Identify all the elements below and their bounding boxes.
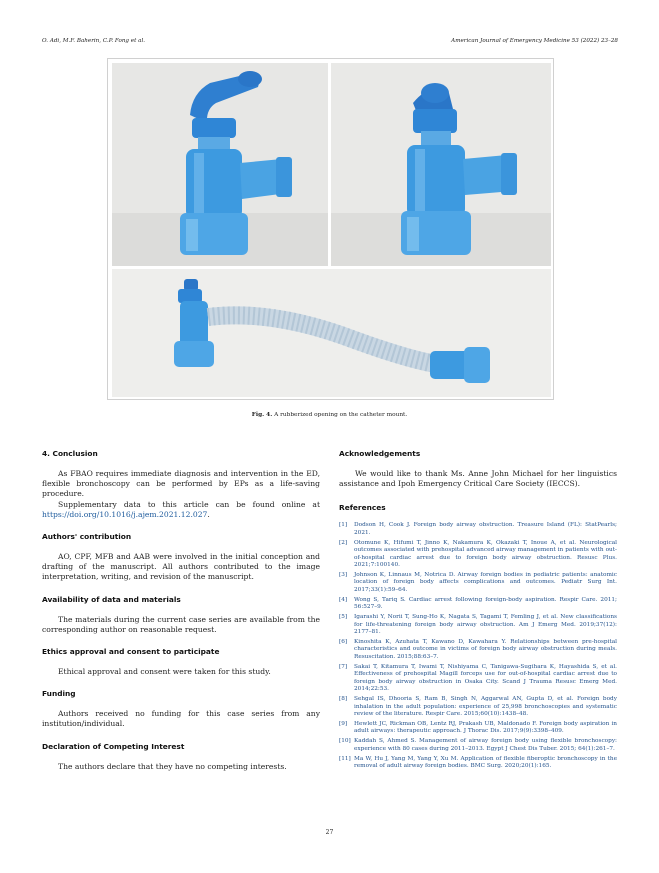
reference-item[interactable]: [11] Ma W, Hu J, Yang M, Yang Y, Xu M. Application of flexible fiberoptic bronchoscopy in the removal of adult airway foreign bodies. BMC Surg. 2020;20(1):165. <box>339 755 617 770</box>
running-header-journal: American Journal of Emergency Medicine 53 (2022) 23–28 <box>451 38 618 44</box>
reference-item[interactable]: [6] Kinoshita K, Azuhata T, Kawano D, Kawahara Y. Relationships between pre-hospital characteristics and outcome in victims of foreign body airway obstruction during meals. Resuscitation. 2015;88:63–7. <box>339 639 617 660</box>
funding-paragraph: Authors received no funding for this case series from any institution/individual. <box>42 709 320 729</box>
competing-interest-paragraph: The authors declare that they have no competing interests. <box>58 761 287 771</box>
reference-item[interactable]: [4] Wong S, Tariq S. Cardiac arrest following foreign-body aspiration. Respir Care. 2011; 56:527–9. <box>339 596 617 611</box>
running-header-authors: O. Adi, M.F. Baherin, C.P. Fong et al. <box>42 38 146 44</box>
left-column <box>42 449 320 772</box>
page-number: 27 <box>325 829 334 836</box>
conclusion-heading: 4. Conclusion <box>42 449 98 458</box>
contribution-heading: Authors' contribution <box>42 532 132 542</box>
reference-item[interactable]: [8] Sehgal IS, Dhooria S, Ram B, Singh N, Aggarwal AN, Gupta D, et al. Foreign body inhalation in the adult population: experience of 25,998 bronchoscopies and systematic review of the literature. Respir Care. 2015;60(10):1438–48. <box>339 696 617 717</box>
figure-label: Fig. 4. <box>251 412 273 418</box>
acknowledgements-paragraph: We would like to thank Ms. Anne John Michael for her linguistics assistance and Ipoh Emergency Critical Care Society (IECCS). <box>339 469 617 489</box>
availability-heading: Availability of data and materials <box>42 594 181 604</box>
reference-item[interactable]: [2] Otomune K, Hifumi T, Jinno K, Nakamura K, Okazaki T, Inoue A, et al. Neurological outcomes associated with prehospital advanced airway management in patients with out-of-hospital cardiac arrest due to foreign body airway obstruction. Resusc Plus. 2021;7:100140. <box>339 539 617 569</box>
competing-interest-heading: Declaration of Competing Interest <box>42 741 185 751</box>
doi-link[interactable]: https://doi.org/10.1016/j.ajem.2021.12.027 <box>42 509 208 519</box>
reference-item[interactable]: [3] Johnson K, Linnaus M, Notrica D. Airway foreign bodies in pediatric patients: anatomic location of foreign body affects complications and outcomes. Pediatr Surg Int. 2017;33(1):59–64. <box>339 572 617 593</box>
references-heading: References <box>339 503 386 513</box>
figure-caption <box>0 412 659 418</box>
conclusion-paragraph: As FBAO requires immediate diagnosis and intervention in the ED, flexible bronchoscopy can be performed by EPs as a life-saving procedure. <box>42 469 320 499</box>
supplementary-end: . <box>207 509 210 519</box>
photo-catheter-mount-full <box>112 269 551 397</box>
acknowledgements-heading: Acknowledgements <box>339 449 421 458</box>
availability-paragraph: The materials during the current case series are available from the corresponding author on reasonable request. <box>42 614 320 634</box>
photo-catheter-mount-closed <box>331 63 551 266</box>
reference-item[interactable]: [10] Kaddah S, Ahmed S. Management of airway foreign body using flexible bronchoscopy: experience with 80 cases during 2011–2013. Egypt J Chest Dis Tuber. 2015; 64(1):261–7. <box>339 738 617 752</box>
reference-item[interactable]: [1] Dodson H, Cook J. Foreign body airway obstruction. Treasure Island (FL): StatPearls; 2021. <box>339 522 617 536</box>
funding-heading: Funding <box>42 689 76 699</box>
ethics-heading: Ethics approval and consent to participate <box>42 647 220 657</box>
right-column <box>339 449 617 773</box>
ethics-paragraph: Ethical approval and consent were taken for this study. <box>58 667 271 677</box>
figure-4 <box>107 58 554 400</box>
reference-item[interactable]: [7] Sakai T, Kitamura T, Iwami T, Nishiyama C, Tanigawa-Sugihara K, Hayashida S, et al. Effectiveness of prehospital Magill forceps use for out-of-hospital cardiac arrest due to foreign body airway obstruction in Osaka City. Scand J Trauma Resusc Emerg Med. 2014;22:53. <box>339 663 617 693</box>
figure-caption-text: A rubberized opening on the catheter mount. <box>272 412 408 418</box>
contribution-paragraph: AO, CPF, MFB and AAB were involved in the initial conception and drafting of the manuscript. All authors contributed to the image interpretation, writing, and revision of the manuscript. <box>42 552 320 582</box>
supplementary-paragraph <box>42 500 320 520</box>
reference-item[interactable]: [5] Igarashi Y, Norii T, Sung-Ho K, Nagata S, Tagami T, Femling J, et al. New classifications for life-threatening foreign body airway obstruction. Am J Emerg Med. 2019;37(12): 2177–81. <box>339 614 617 636</box>
supplementary-text: Supplementary data to this article can be found online at <box>58 499 320 509</box>
reference-list <box>339 522 617 770</box>
photo-catheter-mount-open <box>112 63 328 266</box>
reference-item[interactable]: [9] Hewlett JC, Rickman OB, Lentz RJ, Prakash UB, Maldonado F. Foreign body aspiration in adult airways: therapeutic approach. J Thorac Dis. 2017;9(9):3398–409. <box>339 720 617 735</box>
